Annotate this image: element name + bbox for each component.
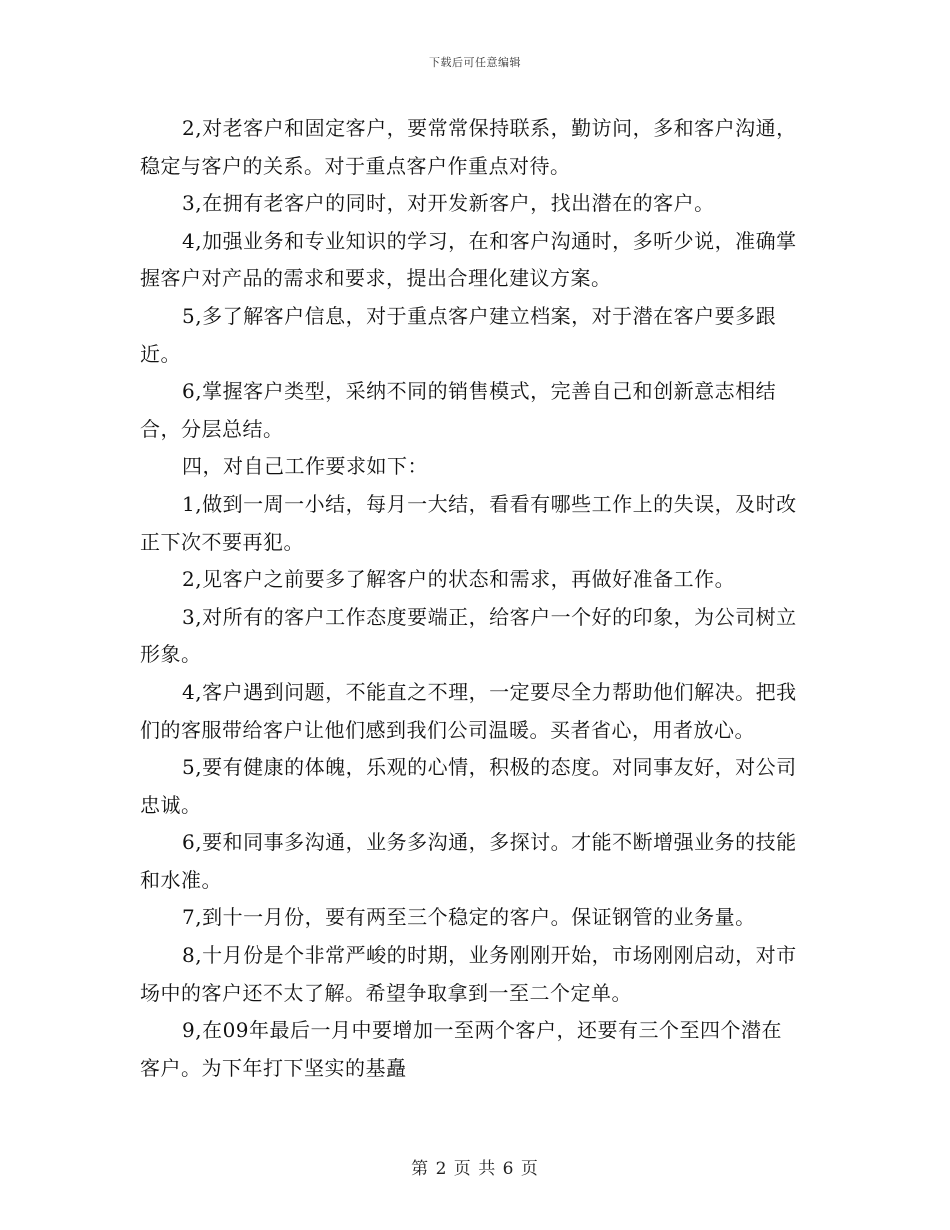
section-heading: 四，对自己工作要求如下： bbox=[182, 454, 428, 479]
paragraph: 7,到十一月份，要有两至三个稳定的客户。保证钢管的业务量。 bbox=[182, 905, 756, 930]
paragraph: 5,要有健康的体魄，乐观的心情，积极的态度。对同事友好，对公司忠诚。 bbox=[140, 755, 797, 817]
paragraph: 9,在09年最后一月中要增加一至两个客户，还要有三个至四个潜在客户。为下年打下坚实的基矗 bbox=[140, 1018, 783, 1080]
paragraph: 2,对老客户和固定客户，要常常保持联系，勤访问，多和客户沟通，稳定与客户的关系。对于重点客户作重点对待。 bbox=[140, 116, 797, 178]
paragraph: 5,多了解客户信息，对于重点客户建立档案，对于潜在客户要多跟近。 bbox=[140, 303, 777, 366]
paragraph: 4,客户遇到问题，不能直之不理，一定要尽全力帮助他们解决。把我们的客服带给客户让他们感到我们公司温暖。买者省心，用者放心。 bbox=[140, 679, 797, 742]
document-body bbox=[140, 110, 800, 1087]
paragraph: 3,在拥有老客户的同时，对开发新客户，找出潜在的客户。 bbox=[182, 191, 715, 216]
paragraph: 6,要和同事多沟通，业务多沟通，多探讨。才能不断增强业务的技能和水准。 bbox=[140, 830, 797, 892]
page-number: 第 2 页 共 6 页 bbox=[411, 1159, 539, 1179]
paragraph: 4,加强业务和专业知识的学习，在和客户沟通时，多听少说，准确掌握客户对产品的需求和要求，提出合理化建议方案。 bbox=[140, 228, 797, 291]
paragraph: 2,见客户之前要多了解客户的状态和需求，再做好准备工作。 bbox=[182, 567, 736, 592]
paragraph: 1,做到一周一小结，每月一大结，看看有哪些工作上的失误，及时改正下次不要再犯。 bbox=[140, 491, 797, 554]
paragraph: 6,掌握客户类型，采纳不同的销售模式，完善自己和创新意志相结合，分层总结。 bbox=[140, 379, 777, 441]
paragraph: 3,对所有的客户工作态度要端正，给客户一个好的印象，为公司树立形象。 bbox=[140, 604, 797, 667]
paragraph: 8,十月份是个非常严峻的时期，业务刚刚开始，市场刚刚启动，对市场中的客户还不太了解。希望争取拿到一至二个定单。 bbox=[140, 943, 797, 1005]
header-note: 下载后可任意编辑 bbox=[429, 56, 521, 69]
